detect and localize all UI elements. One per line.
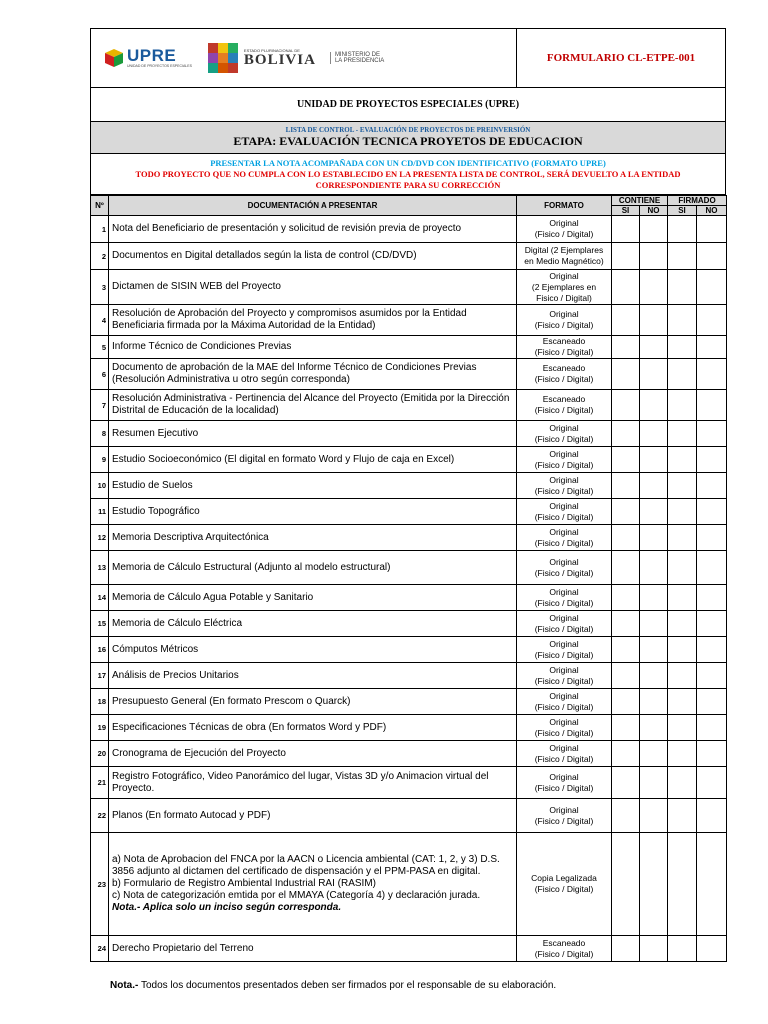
format-line-3: Fisico / Digital) [536, 292, 592, 303]
format-line-1: Original [549, 270, 579, 281]
upre-logo-word: UPRE [127, 46, 177, 65]
format-cell [517, 663, 612, 689]
contiene-si-cell[interactable] [612, 663, 640, 689]
firmado-si-cell[interactable] [668, 936, 697, 962]
doc-cell: Dictamen de SISIN WEB del Proyecto [109, 270, 517, 305]
row-number: 7 [91, 390, 109, 421]
header-contiene-si: SI [612, 206, 640, 216]
format-line-1: Original [549, 422, 579, 433]
format-line-2: (Fisico / Digital) [534, 623, 594, 634]
contiene-si-cell[interactable] [612, 305, 640, 336]
format-cell [517, 689, 612, 715]
format-cell [517, 585, 612, 611]
row-number: 9 [91, 447, 109, 473]
format-line-2: (Fisico / Digital) [534, 485, 594, 496]
table-row [91, 216, 727, 243]
firmado-no-cell[interactable] [697, 216, 727, 243]
doc-cell: Registro Fotográfico, Video Panorámico del lugar, Vistas 3D y/o Animacion virtual del Proyecto. [109, 767, 517, 799]
table-row [91, 551, 727, 585]
checklist-form [90, 28, 726, 962]
header-firmado-si: SI [668, 206, 697, 216]
format-cell [517, 525, 612, 551]
format-line-1: Digital (2 Ejemplares [524, 245, 604, 255]
notice-red-2: CORRESPONDIENTE PARA SU CORRECCIÓN [315, 179, 501, 190]
format-line-1: Original [549, 612, 579, 623]
firmado-si-cell[interactable] [668, 421, 697, 447]
table-row [91, 473, 727, 499]
footnote-text: Todos los documentos presentados deben ser firmados por el responsable de su elaboración. [138, 980, 557, 991]
doc-cell: Análisis de Precios Unitarios [109, 663, 517, 689]
format-cell [517, 499, 612, 525]
format-line-2: en Medio Magnético) [524, 256, 604, 266]
firmado-si-cell[interactable] [668, 715, 697, 741]
table-row [91, 499, 727, 525]
format-cell [517, 270, 612, 305]
table-row [91, 421, 727, 447]
upre-mark-icon [103, 47, 125, 69]
firmado-si-cell[interactable] [668, 585, 697, 611]
firmado-si-cell[interactable] [668, 637, 697, 663]
contiene-si-cell[interactable] [612, 585, 640, 611]
table-row [91, 611, 727, 637]
format-line-1: Original [549, 638, 579, 649]
format-line-2: (Fisico / Digital) [534, 567, 594, 578]
format-line-1: Original [549, 448, 579, 459]
doc-cell: Presupuesto General (En formato Prescom o Quarck) [109, 689, 517, 715]
format-line-2: (Fisico / Digital) [534, 675, 594, 686]
contiene-no-cell[interactable] [640, 741, 668, 767]
format-line-2: (Fisico / Digital) [534, 597, 594, 608]
contiene-si-cell[interactable] [612, 216, 640, 243]
contiene-no-cell[interactable] [640, 447, 668, 473]
footnote [110, 980, 556, 991]
contiene-si-cell[interactable] [612, 336, 640, 359]
contiene-no-cell[interactable] [640, 390, 668, 421]
firmado-no-cell[interactable] [697, 421, 727, 447]
doc-cell: Cronograma de Ejecución del Proyecto [109, 741, 517, 767]
firmado-si-cell[interactable] [668, 741, 697, 767]
format-line-2: (Fisico / Digital) [534, 753, 594, 764]
format-line-1: Original [549, 690, 579, 701]
contiene-no-cell[interactable] [640, 270, 668, 305]
format-line-2: (Fisico / Digital) [534, 948, 594, 959]
format-line-1: Original [549, 742, 579, 753]
table-row [91, 637, 727, 663]
format-line-1: Original [549, 716, 579, 727]
header-format: FORMATO [517, 196, 612, 216]
firmado-si-cell[interactable] [668, 336, 697, 359]
table-row [91, 359, 727, 390]
format-cell [517, 715, 612, 741]
format-line-2: (Fisico / Digital) [534, 701, 594, 712]
contiene-si-cell[interactable] [612, 270, 640, 305]
contiene-no-cell[interactable] [640, 799, 668, 833]
contiene-no-cell[interactable] [640, 243, 668, 270]
contiene-si-cell[interactable] [612, 689, 640, 715]
contiene-no-cell[interactable] [640, 715, 668, 741]
doc-item-c: c) Nota de categorización emtida por el MMAYA (Categoría 4) y declaración jurada. [112, 890, 481, 901]
firmado-no-cell[interactable] [697, 305, 727, 336]
etapa-title: ETAPA: EVALUACIÓN TECNICA PROYETOS DE EDUCACION [233, 134, 583, 148]
table-row [91, 336, 727, 359]
upre-logo-sub: UNIDAD DE PROYECTOS ESPECIALES [127, 64, 192, 68]
format-cell [517, 637, 612, 663]
row-number: 12 [91, 525, 109, 551]
firmado-si-cell[interactable] [668, 611, 697, 637]
table-row [91, 270, 727, 305]
format-line-2: (Fisico / Digital) [534, 884, 594, 894]
doc-cell: Memoria de Cálculo Agua Potable y Sanitario [109, 585, 517, 611]
format-line-2: (Fisico / Digital) [534, 320, 594, 330]
doc-cell: Memoria Descriptiva Arquitectónica [109, 525, 517, 551]
contiene-si-cell[interactable] [612, 611, 640, 637]
format-cell [517, 833, 612, 936]
format-line-1: Original [549, 309, 579, 319]
firmado-si-cell[interactable] [668, 447, 697, 473]
doc-cell: Estudio Topográfico [109, 499, 517, 525]
checklist-table [90, 195, 727, 962]
format-line-1: Escaneado [542, 363, 586, 373]
table-row [91, 936, 727, 962]
contiene-si-cell[interactable] [612, 741, 640, 767]
firmado-si-cell[interactable] [668, 359, 697, 390]
firmado-si-cell[interactable] [668, 216, 697, 243]
footnote-label: Nota.- [110, 980, 139, 991]
format-line-2: (Fisico / Digital) [534, 405, 594, 415]
table-row [91, 585, 727, 611]
format-line-1: Original [549, 771, 579, 782]
format-cell [517, 799, 612, 833]
doc-cell: Derecho Propietario del Terreno [109, 936, 517, 962]
contiene-no-cell[interactable] [640, 551, 668, 585]
contiene-no-cell[interactable] [640, 359, 668, 390]
row-number: 22 [91, 799, 109, 833]
row-number: 23 [91, 833, 109, 936]
row-number: 13 [91, 551, 109, 585]
contiene-si-cell[interactable] [612, 243, 640, 270]
firmado-si-cell[interactable] [668, 525, 697, 551]
firmado-si-cell[interactable] [668, 390, 697, 421]
table-row [91, 305, 727, 336]
format-cell [517, 421, 612, 447]
firmado-no-cell[interactable] [697, 689, 727, 715]
format-cell [517, 447, 612, 473]
format-cell [517, 390, 612, 421]
contiene-no-cell[interactable] [640, 833, 668, 936]
firmado-no-cell[interactable] [697, 447, 727, 473]
format-cell [517, 305, 612, 336]
firmado-si-cell[interactable] [668, 305, 697, 336]
table-row [91, 767, 727, 799]
format-cell [517, 336, 612, 359]
format-line-1: Original [549, 500, 579, 511]
form-code: FORMULARIO CL-ETPE-001 [546, 52, 696, 64]
doc-cell: Estudio Socioeconómico (El digital en formato Word y Flujo de caja en Excel) [109, 447, 517, 473]
contiene-no-cell[interactable] [640, 611, 668, 637]
format-line-1: Escaneado [542, 336, 586, 346]
firmado-si-cell[interactable] [668, 663, 697, 689]
table-row [91, 390, 727, 421]
contiene-no-cell[interactable] [640, 305, 668, 336]
table-row [91, 663, 727, 689]
firmado-no-cell[interactable] [697, 525, 727, 551]
firmado-no-cell[interactable] [697, 637, 727, 663]
firmado-no-cell[interactable] [697, 799, 727, 833]
table-row [91, 447, 727, 473]
firmado-no-cell[interactable] [697, 473, 727, 499]
row-number: 1 [91, 216, 109, 243]
estado-text: ESTADO PLURINACIONAL DE [243, 48, 300, 53]
table-body [91, 216, 727, 962]
firmado-si-cell[interactable] [668, 689, 697, 715]
notice-blue: PRESENTAR LA NOTA ACOMPAÑADA CON UN CD/DVD CON IDENTIFICATIVO (FORMATO UPRE) [210, 157, 606, 168]
format-line-2: (Fisico / Digital) [534, 374, 594, 384]
contiene-si-cell[interactable] [612, 473, 640, 499]
table-row [91, 741, 727, 767]
row-number: 24 [91, 936, 109, 962]
bolivia-logo [206, 41, 384, 75]
format-line-2: (Fisico / Digital) [534, 433, 594, 444]
format-line-1: Original [549, 218, 579, 228]
format-line-2: (Fisico / Digital) [534, 727, 594, 738]
contiene-si-cell[interactable] [612, 637, 640, 663]
format-line-2: (Fisico / Digital) [534, 511, 594, 522]
format-cell [517, 767, 612, 799]
doc-cell: Cómputos Métricos [109, 637, 517, 663]
format-line-1: Original [549, 586, 579, 597]
header-num: Nº [91, 196, 109, 216]
etapa-subtitle: LISTA DE CONTROL - EVALUACIÓN DE PROYECTOS DE PREINVERSIÓN [285, 126, 531, 134]
format-line-2: (Fisico / Digital) [534, 815, 594, 826]
firmado-no-cell[interactable] [697, 499, 727, 525]
doc-cell: Informe Técnico de Condiciones Previas [109, 336, 517, 359]
firmado-si-cell[interactable] [668, 833, 697, 936]
contiene-si-cell[interactable] [612, 499, 640, 525]
coat-of-arms-icon [206, 41, 240, 75]
format-line-1: Original [549, 556, 579, 567]
doc-cell: Planos (En formato Autocad y PDF) [109, 799, 517, 833]
format-cell [517, 611, 612, 637]
etapa-banner [90, 122, 726, 154]
table-row [91, 715, 727, 741]
firmado-no-cell[interactable] [697, 767, 727, 799]
firmado-no-cell[interactable] [697, 270, 727, 305]
table-row [91, 833, 727, 936]
format-cell [517, 741, 612, 767]
table-row [91, 525, 727, 551]
contiene-si-cell[interactable] [612, 551, 640, 585]
firmado-si-cell[interactable] [668, 767, 697, 799]
contiene-no-cell[interactable] [640, 637, 668, 663]
header-firmado-no: NO [697, 206, 727, 216]
firmado-si-cell[interactable] [668, 270, 697, 305]
firmado-no-cell[interactable] [697, 359, 727, 390]
doc-cell [109, 833, 517, 936]
format-cell [517, 936, 612, 962]
row-number: 21 [91, 767, 109, 799]
format-cell [517, 243, 612, 270]
doc-item-nota: Nota.- Aplica solo un inciso según corresponda. [112, 902, 342, 913]
firmado-si-cell[interactable] [668, 551, 697, 585]
contiene-no-cell[interactable] [640, 499, 668, 525]
doc-cell: Memoria de Cálculo Estructural (Adjunto al modelo estructural) [109, 551, 517, 585]
contiene-no-cell[interactable] [640, 767, 668, 799]
row-number: 6 [91, 359, 109, 390]
firmado-no-cell[interactable] [697, 663, 727, 689]
firmado-no-cell[interactable] [697, 585, 727, 611]
format-line-1: Original [549, 804, 579, 815]
firmado-no-cell[interactable] [697, 715, 727, 741]
contiene-si-cell[interactable] [612, 447, 640, 473]
upre-logo [103, 47, 192, 69]
row-number: 4 [91, 305, 109, 336]
contiene-no-cell[interactable] [640, 585, 668, 611]
row-number: 16 [91, 637, 109, 663]
firmado-si-cell[interactable] [668, 473, 697, 499]
format-line-1: Escaneado [542, 937, 586, 948]
doc-cell: Nota del Beneficiario de presentación y solicitud de revisión previa de proyecto [109, 216, 517, 243]
contiene-no-cell[interactable] [640, 525, 668, 551]
doc-cell: Documento de aprobación de la MAE del Informe Técnico de Condiciones Previas (Resolución Administrativa u otro según corresponda) [109, 359, 517, 390]
contiene-no-cell[interactable] [640, 663, 668, 689]
format-cell [517, 473, 612, 499]
contiene-no-cell[interactable] [640, 421, 668, 447]
contiene-si-cell[interactable] [612, 421, 640, 447]
contiene-no-cell[interactable] [640, 336, 668, 359]
contiene-si-cell[interactable] [612, 767, 640, 799]
row-number: 2 [91, 243, 109, 270]
doc-cell: Resumen Ejecutivo [109, 421, 517, 447]
format-line-2: (Fisico / Digital) [534, 782, 594, 793]
form-header [90, 28, 726, 88]
contiene-si-cell[interactable] [612, 936, 640, 962]
format-line-1: Original [549, 474, 579, 485]
doc-cell: Memoria de Cálculo Eléctrica [109, 611, 517, 637]
row-number: 11 [91, 499, 109, 525]
doc-item-b: b) Formulario de Registro Ambiental Industrial RAI (RASIM) [112, 878, 376, 889]
format-line-1: Escaneado [542, 394, 586, 404]
doc-cell: Resolución Administrativa - Pertinencia del Alcance del Proyecto (Emitida por la Dirección Distrital de Educación de la localidad) [109, 390, 517, 421]
format-line-2: (Fisico / Digital) [534, 347, 594, 357]
row-number: 14 [91, 585, 109, 611]
doc-cell: Especificaciones Técnicas de obra (En formatos Word y PDF) [109, 715, 517, 741]
header-contiene-no: NO [640, 206, 668, 216]
table-row [91, 243, 727, 270]
firmado-si-cell[interactable] [668, 243, 697, 270]
ministerio-text [330, 52, 384, 64]
header-firmado: FIRMADO [668, 196, 727, 206]
firmado-no-cell[interactable] [697, 243, 727, 270]
ministerio-line-2: LA PRESIDENCIA [334, 58, 385, 64]
logos-area [91, 29, 517, 87]
row-number: 20 [91, 741, 109, 767]
row-number: 5 [91, 336, 109, 359]
row-number: 17 [91, 663, 109, 689]
firmado-no-cell[interactable] [697, 833, 727, 936]
format-cell [517, 216, 612, 243]
row-number: 8 [91, 421, 109, 447]
format-line-2: (Fisico / Digital) [534, 229, 594, 239]
format-line-1: Original [549, 664, 579, 675]
contiene-no-cell[interactable] [640, 473, 668, 499]
row-number: 15 [91, 611, 109, 637]
bolivia-word: BOLIVIA [243, 52, 316, 68]
doc-cell: Estudio de Suelos [109, 473, 517, 499]
contiene-si-cell[interactable] [612, 359, 640, 390]
firmado-no-cell[interactable] [697, 390, 727, 421]
doc-cell: Resolución de Aprobación del Proyecto y compromisos asumidos por la Entidad Beneficiaria firmada por la Máxima Autoridad de la Entidad) [109, 305, 517, 336]
format-cell [517, 359, 612, 390]
notice-box [90, 154, 726, 195]
header-contiene: CONTIENE [612, 196, 668, 206]
doc-cell: Documentos en Digital detallados según la lista de control (CD/DVD) [109, 243, 517, 270]
format-line-1: Copia Legalizada [531, 873, 597, 883]
firmado-si-cell[interactable] [668, 499, 697, 525]
contiene-no-cell[interactable] [640, 936, 668, 962]
format-line-1: Original [549, 526, 579, 537]
unit-title: UNIDAD DE PROYECTOS ESPECIALES (UPRE) [90, 88, 726, 122]
contiene-si-cell[interactable] [612, 799, 640, 833]
row-number: 18 [91, 689, 109, 715]
contiene-si-cell[interactable] [612, 525, 640, 551]
row-number: 19 [91, 715, 109, 741]
format-cell [517, 551, 612, 585]
firmado-no-cell[interactable] [697, 551, 727, 585]
row-number: 10 [91, 473, 109, 499]
contiene-si-cell[interactable] [612, 833, 640, 936]
contiene-si-cell[interactable] [612, 390, 640, 421]
firmado-no-cell[interactable] [697, 741, 727, 767]
contiene-si-cell[interactable] [612, 715, 640, 741]
notice-red-1: TODO PROYECTO QUE NO CUMPLA CON LO ESTABLECIDO EN LA PRESENTA LISTA DE CONTROL, SERÁ DEVUELTO A LA ENTIDAD [135, 168, 681, 179]
table-row [91, 689, 727, 715]
ministerio-line-1: MINISTERIO DE [334, 52, 380, 58]
table-row [91, 799, 727, 833]
firmado-no-cell[interactable] [697, 611, 727, 637]
format-line-2: (Fisico / Digital) [534, 459, 594, 470]
header-doc: DOCUMENTACIÓN A PRESENTAR [109, 196, 517, 216]
firmado-no-cell[interactable] [697, 336, 727, 359]
firmado-si-cell[interactable] [668, 799, 697, 833]
firmado-no-cell[interactable] [697, 936, 727, 962]
doc-item-a: a) Nota de Aprobacion del FNCA por la AACN o Licencia ambiental (CAT: 1, 2, y 3) D.S. 3856 adjunto al dictamen del certificado de dispensación y el PPM-PASA en digital. [112, 854, 500, 877]
format-line-2: (Fisico / Digital) [534, 537, 594, 548]
format-line-2: (2 Ejemplares en [531, 281, 597, 292]
contiene-no-cell[interactable] [640, 689, 668, 715]
format-line-2: (Fisico / Digital) [534, 649, 594, 660]
row-number: 3 [91, 270, 109, 305]
contiene-no-cell[interactable] [640, 216, 668, 243]
